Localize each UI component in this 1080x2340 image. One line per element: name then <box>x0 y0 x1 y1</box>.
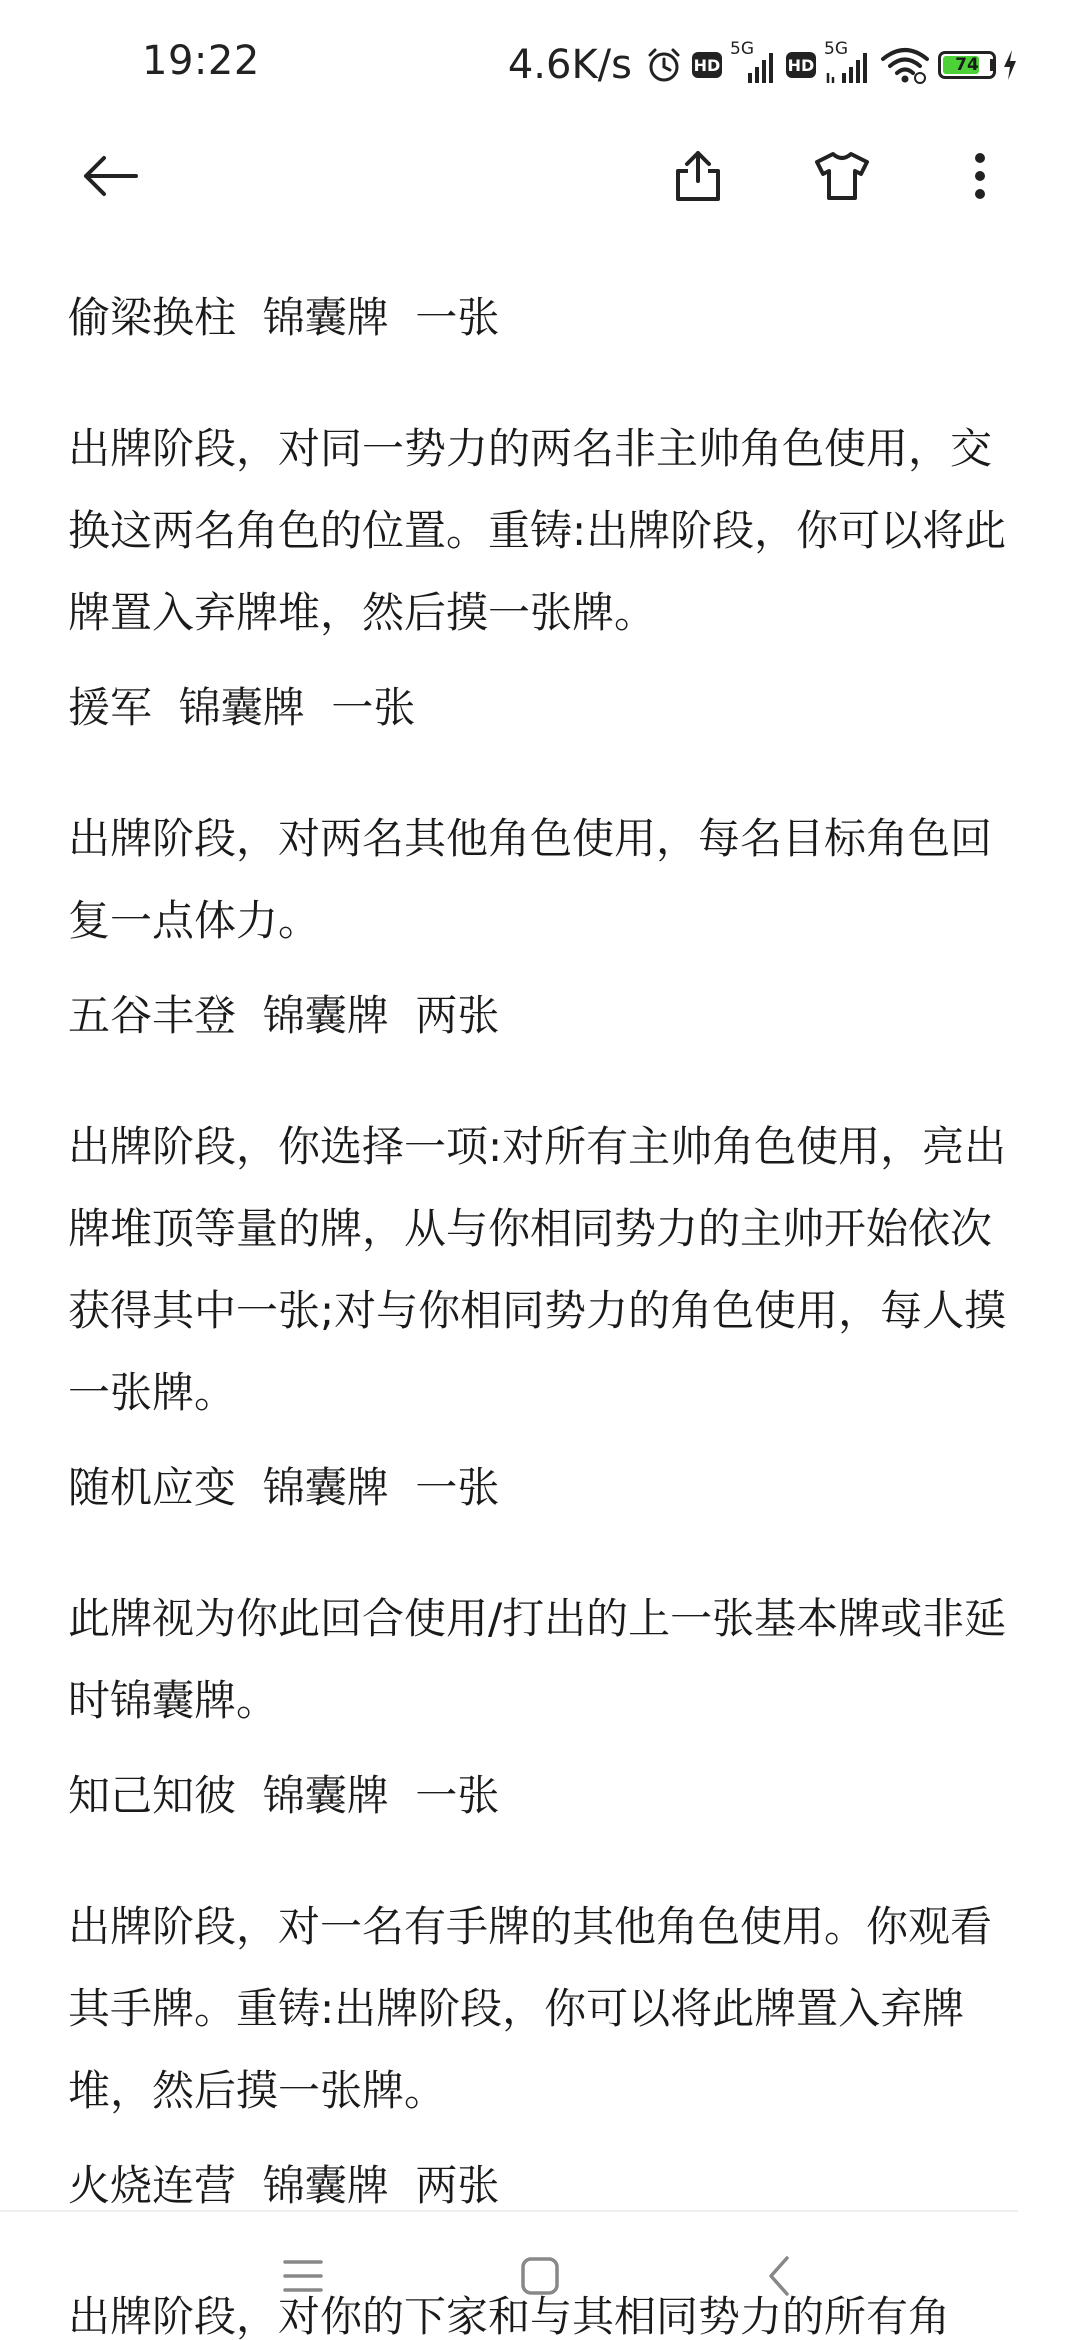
hd-icon <box>786 43 816 87</box>
theme-button[interactable] <box>812 148 872 208</box>
back-icon <box>765 2254 795 2302</box>
more-vert-icon <box>973 151 987 205</box>
battery-level: 74 <box>955 55 979 75</box>
card-description: 出牌阶段，你选择一项:对所有主帅角色使用，亮出牌堆顶等量的牌，从与你相同势力的主帅开始依次获得其中一张;对与你相同势力的角色使用，每人摸一张牌。 <box>68 1122 1007 1417</box>
card-heading: 五谷丰登 锦囊牌 两张 <box>68 991 500 1040</box>
battery-body <box>938 51 996 79</box>
alarm-icon <box>644 43 684 87</box>
card-description: 此牌视为你此回合使用/打出的上一张基本牌或非延时锦囊牌。 <box>68 1594 1007 1725</box>
status-bar <box>0 0 1080 120</box>
card-description: 出牌阶段，对你的下家和与其相同势力的所有角 <box>68 2292 951 2340</box>
network-type-label: 5G <box>824 39 848 59</box>
back-arrow-icon <box>80 154 140 202</box>
card-heading: 火烧连营 锦囊牌 两张 <box>68 2161 500 2210</box>
recent-apps-button[interactable] <box>273 2250 333 2306</box>
article-content <box>68 290 1018 2340</box>
system-nav-bar <box>0 2230 1080 2320</box>
hd-label: HD <box>786 52 816 78</box>
status-time: 19:22 <box>142 38 260 84</box>
share-icon <box>672 149 724 207</box>
nav-divider <box>0 2210 1018 2212</box>
battery-icon <box>938 43 994 87</box>
card-description: 出牌阶段，对同一势力的两名非主帅角色使用，交换这两名角色的位置。重铸:出牌阶段，你可以将此牌置入弃牌堆，然后摸一张牌。 <box>68 424 1007 637</box>
card-heading: 偷梁换柱 锦囊牌 一张 <box>68 293 500 342</box>
card-description: 出牌阶段，对两名其他角色使用，每名目标角色回复一点体力。 <box>68 814 993 945</box>
card-description: 出牌阶段，对一名有手牌的其他角色使用。你观看其手牌。重铸:出牌阶段，你可以将此牌置入弃牌堆，然后摸一张牌。 <box>68 1902 993 2115</box>
signal-5g-icon <box>730 39 778 87</box>
home-button[interactable] <box>510 2250 570 2306</box>
card-heading: 知己知彼 锦囊牌 一张 <box>68 1771 500 1820</box>
wifi-icon <box>880 43 930 87</box>
charging-icon <box>1002 43 1018 87</box>
nav-back-button[interactable] <box>750 2250 810 2306</box>
network-speed: 4.6K/s <box>507 42 632 88</box>
hd-icon <box>692 43 722 87</box>
share-button[interactable] <box>668 148 728 208</box>
more-options-button[interactable] <box>950 148 1010 208</box>
network-type-label: 5G <box>730 39 754 59</box>
tshirt-icon <box>813 150 871 206</box>
menu-icon <box>281 2257 325 2299</box>
signal-5g-icon <box>824 39 872 87</box>
app-bar <box>0 120 1080 230</box>
back-button[interactable] <box>80 148 140 208</box>
status-icons <box>508 40 1018 90</box>
hd-label: HD <box>692 52 722 78</box>
card-heading: 援军 锦囊牌 一张 <box>68 683 416 732</box>
home-icon <box>519 2255 561 2301</box>
card-heading: 随机应变 锦囊牌 一张 <box>68 1463 500 1512</box>
